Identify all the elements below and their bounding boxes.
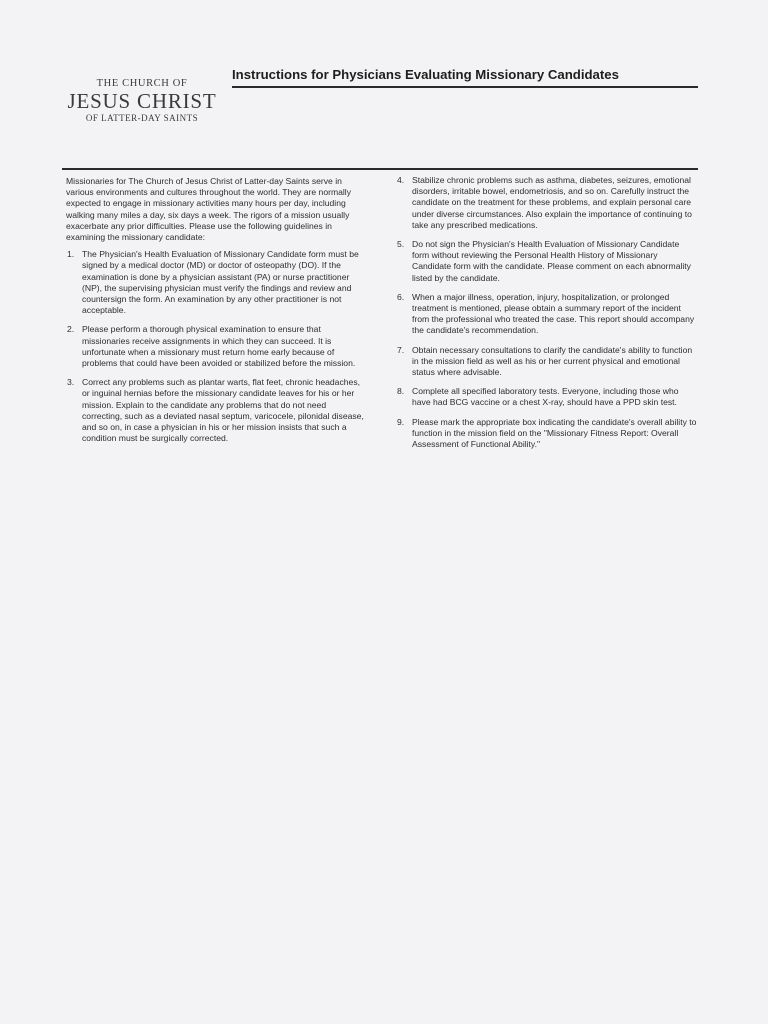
item-number: 9. — [397, 416, 405, 427]
church-logo — [62, 78, 222, 123]
item-text: Do not sign the Physician's Health Evaluation of Missionary Candidate form without reviewing the Personal Health History of Missionary Candidate form with the candidate. Please comment on each abnormality listed by the candidate. — [412, 239, 691, 283]
item-text: Complete all specified laboratory tests. Everyone, including those who have had BCG vaccine or a chest X-ray, should have a PPD skin test. — [412, 386, 679, 408]
item-number: 8. — [397, 386, 405, 397]
list-item — [396, 386, 698, 408]
list-item — [66, 377, 366, 444]
item-number: 3. — [67, 377, 75, 388]
item-text: Obtain necessary consultations to clarify the candidate's ability to function in the mission field as well as his or her current physical and emotional status where advisable. — [412, 344, 693, 378]
item-number: 7. — [397, 344, 405, 355]
item-number: 4. — [397, 175, 405, 185]
item-text: Please perform a thorough physical examination to ensure that missionaries receive assignments in which they can succeed. It is unfortunate when a missionary must return home early because of problems that could have been avoided or stabilized before the mission. — [82, 324, 356, 369]
list-item — [66, 324, 366, 369]
list-item — [396, 345, 698, 379]
page-title: Instructions for Physicians Evaluating Missionary Candidates — [232, 67, 698, 88]
logo-line-2: JESUS CHRIST — [67, 89, 217, 113]
list-item — [396, 175, 698, 231]
list-item — [66, 249, 366, 316]
right-column — [396, 175, 698, 458]
list-item — [396, 417, 698, 451]
left-column — [66, 176, 366, 452]
item-text: Correct any problems such as plantar warts, flat feet, chronic headaches, or inguinal hernias before the missionary candidate leaves for his or her mission. Explain to the candidate any problems that do not need correcting, such as a deviated nasal septum, varicocele, pilonidal disease, and so on, in case a physician in his or her mission insists that such a condition must be surgically corrected. — [82, 377, 364, 444]
item-number: 2. — [67, 324, 75, 335]
header-divider — [62, 168, 698, 170]
item-text: The Physician's Health Evaluation of Missionary Candidate form must be signed by a medical doctor (MD) or doctor of osteopathy (DO). If the examination is done by a physician assistant (PA) or nurse practitioner (NP), the supervising physician must verify the findings and review and countersign the form. An examination by any other practitioner is not acceptable. — [82, 249, 359, 316]
list-item — [396, 292, 698, 337]
item-text: When a major illness, operation, injury, hospitalization, or prolonged treatment is mentioned, please obtain a summary report of the incident from the professional who treated the case. This report should accompany the candidate's recommendation. — [412, 291, 695, 336]
item-number: 5. — [397, 239, 405, 250]
list-item — [396, 239, 698, 284]
item-text: Stabilize chronic problems such as asthma, diabetes, seizures, emotional disorders, irritable bowel, endometriosis, and so on. Carefully instruct the candidate on the treatment for these problems, and explain personal care under diverse circumstances. Also explain the importance of continuing to take any prescribed medications. — [412, 175, 692, 230]
item-text: Please mark the appropriate box indicating the candidate's overall ability to function in the mission field on the "Missionary Fitness Report: Overall Assessment of Functional Ability." — [412, 416, 697, 450]
logo-line-3: OF LATTER-DAY SAINTS — [85, 113, 199, 123]
logo-line-1: THE CHURCH OF — [96, 78, 188, 89]
instruction-list-left — [66, 249, 366, 444]
item-number: 6. — [397, 291, 405, 302]
item-number: 1. — [67, 249, 75, 260]
intro-paragraph: Missionaries for The Church of Jesus Christ of Latter-day Saints serve in various environments and cultures throughout the world. They are normally expected to engage in missionary activities many hours per day, including walking many miles a day, six days a week. The rigors of a mission usually exacerbate any prior difficulties. Please use the following guidelines in examining the missionary candidate: — [66, 176, 352, 243]
instruction-list-right — [396, 175, 698, 450]
